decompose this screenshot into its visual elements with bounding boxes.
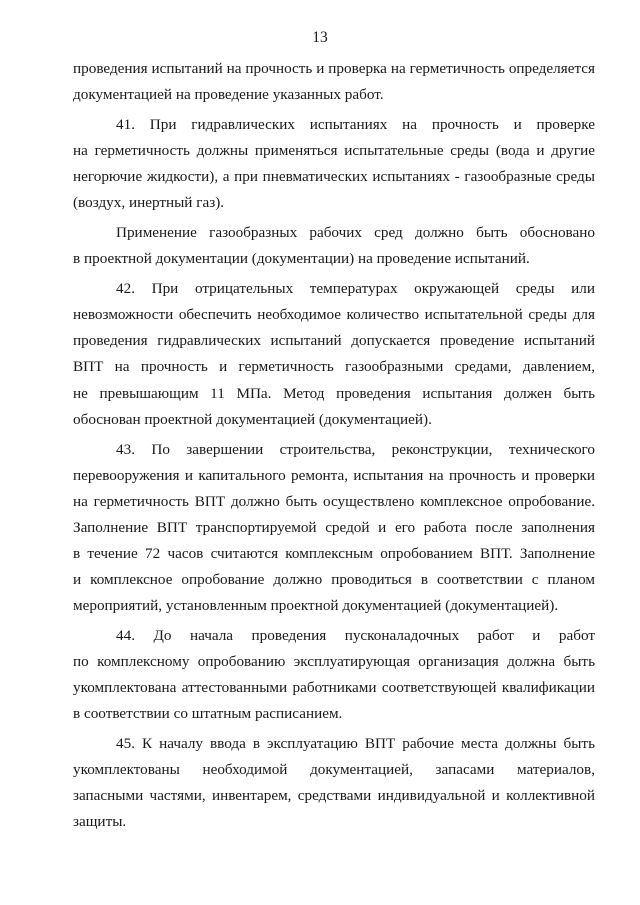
text-line: в соответствии со штатным расписанием. [73,705,343,723]
text-line: проведения гидравлических испытаний допускается проведение испытаний [73,332,595,350]
text-line: перевооружения и капитального ремонта, испытания на прочность и проверки [73,466,595,484]
text-line: мероприятий, установленным проектной документацией (документацией). [73,597,559,615]
text-line: и комплексное опробование должно проводиться в соответствии с планом [73,570,595,588]
text-line: в течение 72 часов считаются комплексным опробованием ВПТ. Заполнение [73,544,595,562]
text-line: запасными частями, инвентарем, средствами индивидуальной и коллективной [73,787,595,805]
text-line: укомплектована аттестованными работниками соответствующей квалификации [73,679,595,697]
text-line: на герметичность ВПТ должно быть осуществлено комплексное опробование. [73,492,595,510]
text-line: (воздух, инертный газ). [73,194,225,212]
paragraph-first-line: 41. При гидравлических испытаниях на прочность и проверке [116,115,595,133]
text-line: защиты. [73,813,127,831]
text-line: невозможности обеспечить необходимое количество испытательной среды для [73,306,595,324]
paragraph-first-line: 43. По завершении строительства, реконструкции, технического [116,440,595,458]
text-line: укомплектованы необходимой документацией, запасами материалов, [73,761,595,779]
paragraph-first-line: Применение газообразных рабочих сред должно быть обосновано [116,224,595,242]
text-line: ВПТ на прочность и герметичность газообразными средами, давлением, [73,358,595,376]
text-line: Заполнение ВПТ транспортируемой средой и его работа после заполнения [73,518,595,536]
paragraph-first-line: 45. К началу ввода в эксплуатацию ВПТ рабочие места должны быть [116,735,595,753]
text-line: проведения испытаний на прочность и проверка на герметичность определяется [73,60,595,77]
text-line: на герметичность должны применяться испытательные среды (вода и другие [73,142,595,160]
text-line: по комплексному опробованию эксплуатирующая организация должна быть [73,653,595,671]
text-line: документацией на проведение указанных работ. [73,86,384,104]
page-number: 13 [312,29,328,46]
text-line: в проектной документации (документации) на проведение испытаний. [73,250,530,268]
body-text [73,56,595,836]
text-line: негорючие жидкости), а при пневматических испытаниях - газообразные среды [73,168,595,186]
paragraph-first-line: 44. До начала проведения пусконаладочных работ и работ [116,626,595,644]
text-line: обоснован проектной документацией (документацией). [73,410,432,428]
text-line: не превышающим 11 МПа. Метод проведения испытания должен быть [73,384,595,402]
paragraph-first-line: 42. При отрицательных температурах окружающей среды или [116,280,595,298]
